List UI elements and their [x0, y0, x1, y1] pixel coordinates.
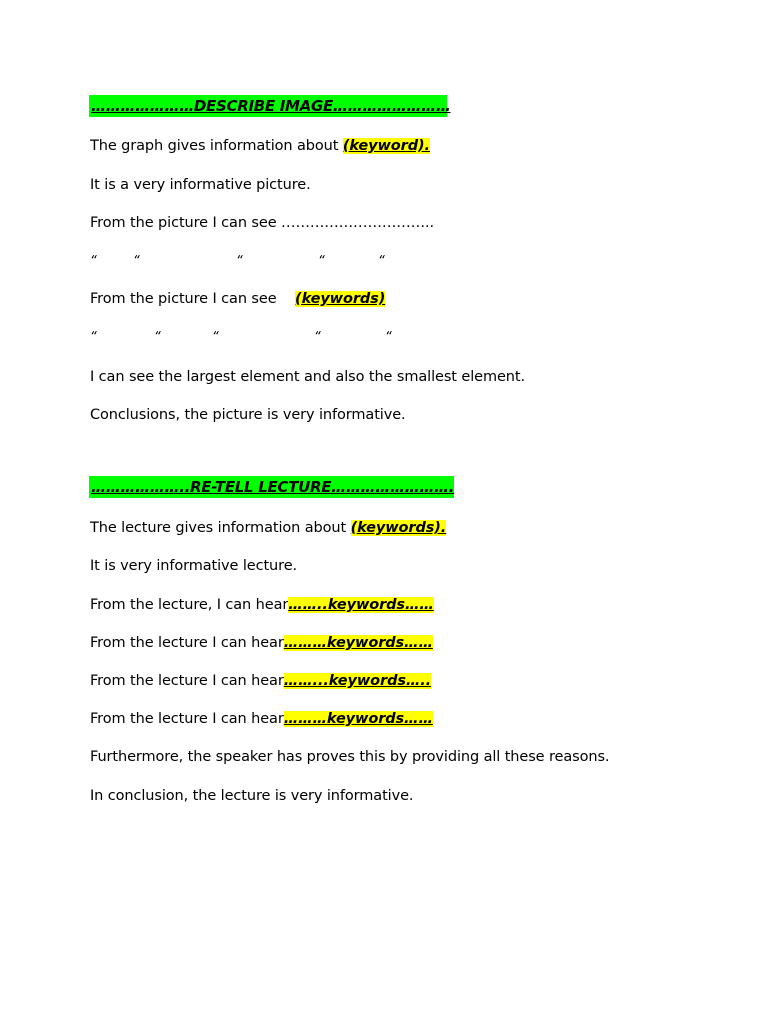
- retell-line-hear-text: From the lecture I can hear: [90, 635, 284, 651]
- quote-mark: “: [318, 254, 325, 269]
- describe-line-largest-smallest: I can see the largest element and also the smallest element.: [90, 369, 525, 385]
- quote-mark: “: [378, 254, 385, 269]
- quote-mark: “: [90, 254, 97, 269]
- retell-line-hear-1: [90, 595, 434, 615]
- retell-line-hear-text: From the lecture I can hear: [90, 711, 284, 727]
- keyword-highlight: ……..keywords……: [288, 597, 434, 613]
- retell-line-informative: It is very informative lecture.: [90, 558, 298, 574]
- keyword-highlight: ……...keywords…..: [283, 673, 432, 689]
- retell-line-lecture-info: [90, 518, 446, 538]
- describe-line-informative: It is a very informative picture.: [90, 177, 311, 193]
- quote-mark: “: [133, 254, 140, 269]
- quote-mark: “: [236, 254, 243, 269]
- describe-line-picture-see-1: From the picture I can see …………………………..: [90, 215, 435, 231]
- quote-mark: “: [90, 330, 97, 345]
- describe-line-graph-info-text: The graph gives information about: [90, 138, 343, 154]
- retell-line-hear-4: [90, 709, 433, 729]
- quote-mark: “: [154, 330, 161, 345]
- keyword-highlight: (keywords): [295, 291, 386, 307]
- describe-line-picture-see-2-text: From the picture I can see: [90, 291, 282, 307]
- retell-lecture-heading-text: ………………..RE-TELL LECTURE…………………….: [91, 478, 455, 496]
- retell-line-hear-text: From the lecture, I can hear: [90, 597, 289, 613]
- retell-line-hear-2: [90, 633, 433, 653]
- retell-line-hear-text: From the lecture I can hear: [90, 673, 284, 689]
- retell-line-hear-3: [90, 671, 431, 691]
- retell-line-conclusion: In conclusion, the lecture is very informative.: [90, 788, 414, 804]
- keyword-highlight: ………keywords……: [283, 711, 433, 727]
- keyword-highlight: (keywords).: [350, 520, 447, 536]
- describe-line-graph-info: [90, 136, 430, 156]
- keyword-highlight: (keyword).: [342, 138, 430, 154]
- describe-image-heading-text: …………………DESCRIBE IMAGE……………………: [91, 97, 451, 115]
- retell-lecture-heading: [89, 476, 454, 498]
- quote-mark: “: [385, 330, 392, 345]
- retell-line-lecture-info-text: The lecture gives information about: [90, 520, 351, 536]
- keyword-highlight: ………keywords……: [283, 635, 433, 651]
- describe-line-conclusion: Conclusions, the picture is very informative.: [90, 407, 406, 423]
- describe-image-heading: [89, 95, 451, 117]
- quote-mark: “: [212, 330, 219, 345]
- quote-mark: “: [314, 330, 321, 345]
- retell-line-furthermore: Furthermore, the speaker has proves this by providing all these reasons.: [90, 749, 610, 765]
- describe-line-picture-see-2: [90, 289, 385, 309]
